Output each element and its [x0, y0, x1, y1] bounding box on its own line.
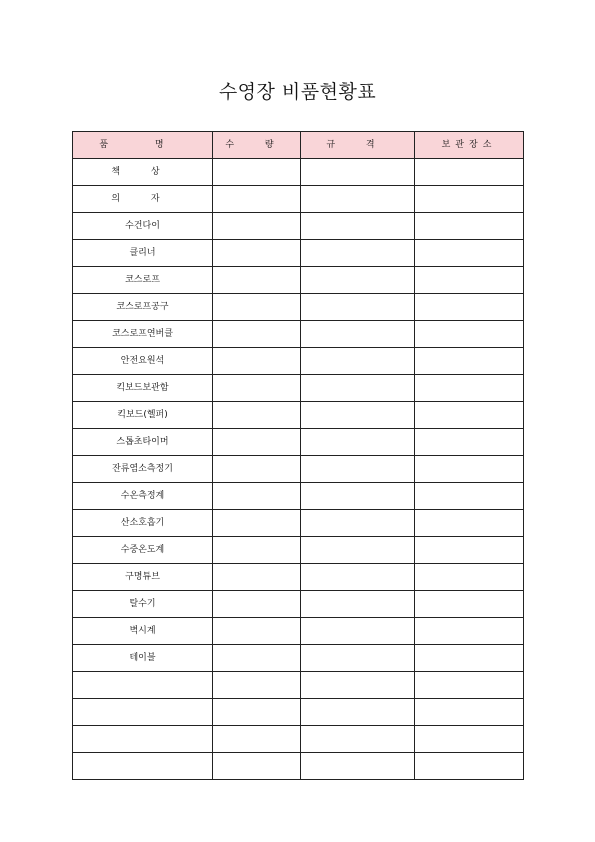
specification-cell — [301, 213, 415, 240]
table-row — [73, 294, 524, 321]
quantity-cell — [213, 699, 301, 726]
table-row — [73, 537, 524, 564]
header-item-name: 품 명 — [73, 132, 213, 159]
item-name-cell: 킥보드(헬퍼) — [73, 402, 213, 429]
storage-location-cell — [415, 294, 524, 321]
quantity-cell — [213, 591, 301, 618]
quantity-cell — [213, 537, 301, 564]
storage-location-cell — [415, 483, 524, 510]
quantity-cell — [213, 456, 301, 483]
item-name-cell — [73, 699, 213, 726]
specification-cell — [301, 672, 415, 699]
table-row — [73, 186, 524, 213]
table-row — [73, 348, 524, 375]
quantity-cell — [213, 645, 301, 672]
storage-location-cell — [415, 510, 524, 537]
specification-cell — [301, 726, 415, 753]
storage-location-cell — [415, 348, 524, 375]
header-quantity: 수 량 — [213, 132, 301, 159]
specification-cell — [301, 402, 415, 429]
table-row — [73, 267, 524, 294]
storage-location-cell — [415, 456, 524, 483]
specification-cell — [301, 564, 415, 591]
table-row — [73, 645, 524, 672]
quantity-cell — [213, 321, 301, 348]
quantity-cell — [213, 294, 301, 321]
storage-location-cell — [415, 753, 524, 780]
item-name-cell: 코스로프연버클 — [73, 321, 213, 348]
item-name-cell: 킥보드보관함 — [73, 375, 213, 402]
header-specification: 규 격 — [301, 132, 415, 159]
item-name-cell: 코스로프 — [73, 267, 213, 294]
quantity-cell — [213, 753, 301, 780]
specification-cell — [301, 348, 415, 375]
item-name-cell — [73, 672, 213, 699]
quantity-cell — [213, 564, 301, 591]
table-row — [73, 699, 524, 726]
storage-location-cell — [415, 699, 524, 726]
item-name-cell: 잔류염소측정기 — [73, 456, 213, 483]
table-row — [73, 429, 524, 456]
item-name-cell: 수온측정계 — [73, 483, 213, 510]
specification-cell — [301, 699, 415, 726]
quantity-cell — [213, 402, 301, 429]
specification-cell — [301, 429, 415, 456]
table-row — [73, 726, 524, 753]
quantity-cell — [213, 348, 301, 375]
quantity-cell — [213, 375, 301, 402]
quantity-cell — [213, 618, 301, 645]
table-header-row — [73, 132, 524, 159]
table-row — [73, 672, 524, 699]
quantity-cell — [213, 429, 301, 456]
item-name-cell: 구명튜브 — [73, 564, 213, 591]
storage-location-cell — [415, 267, 524, 294]
table-row — [73, 618, 524, 645]
specification-cell — [301, 375, 415, 402]
table-row — [73, 159, 524, 186]
item-name-cell: 수중온도계 — [73, 537, 213, 564]
item-name-cell — [73, 726, 213, 753]
quantity-cell — [213, 672, 301, 699]
table-row — [73, 240, 524, 267]
specification-cell — [301, 537, 415, 564]
item-name-cell: 수건다이 — [73, 213, 213, 240]
quantity-cell — [213, 159, 301, 186]
header-storage-location: 보관장소 — [415, 132, 524, 159]
storage-location-cell — [415, 402, 524, 429]
storage-location-cell — [415, 321, 524, 348]
item-name-cell: 벽시계 — [73, 618, 213, 645]
quantity-cell — [213, 483, 301, 510]
specification-cell — [301, 483, 415, 510]
item-name-cell: 안전요원석 — [73, 348, 213, 375]
quantity-cell — [213, 726, 301, 753]
specification-cell — [301, 294, 415, 321]
item-name-cell: 클리너 — [73, 240, 213, 267]
item-name-cell: 의 자 — [73, 186, 213, 213]
storage-location-cell — [415, 159, 524, 186]
specification-cell — [301, 456, 415, 483]
item-name-cell: 코스로프공구 — [73, 294, 213, 321]
quantity-cell — [213, 240, 301, 267]
storage-location-cell — [415, 186, 524, 213]
table-row — [73, 456, 524, 483]
item-name-cell: 책 상 — [73, 159, 213, 186]
table-row — [73, 510, 524, 537]
quantity-cell — [213, 213, 301, 240]
specification-cell — [301, 645, 415, 672]
quantity-cell — [213, 510, 301, 537]
storage-location-cell — [415, 618, 524, 645]
storage-location-cell — [415, 213, 524, 240]
specification-cell — [301, 510, 415, 537]
specification-cell — [301, 186, 415, 213]
storage-location-cell — [415, 672, 524, 699]
storage-location-cell — [415, 537, 524, 564]
quantity-cell — [213, 267, 301, 294]
specification-cell — [301, 591, 415, 618]
item-name-cell: 산소호흡기 — [73, 510, 213, 537]
equipment-inventory-table — [72, 131, 524, 780]
item-name-cell: 스톱초타이머 — [73, 429, 213, 456]
storage-location-cell — [415, 375, 524, 402]
table-row — [73, 213, 524, 240]
table-row — [73, 564, 524, 591]
specification-cell — [301, 159, 415, 186]
table-row — [73, 375, 524, 402]
storage-location-cell — [415, 591, 524, 618]
table-row — [73, 402, 524, 429]
specification-cell — [301, 321, 415, 348]
table-row — [73, 483, 524, 510]
document-title: 수영장 비품현황표 — [218, 81, 377, 103]
storage-location-cell — [415, 429, 524, 456]
specification-cell — [301, 618, 415, 645]
storage-location-cell — [415, 726, 524, 753]
specification-cell — [301, 240, 415, 267]
table-row — [73, 321, 524, 348]
item-name-cell: 테이블 — [73, 645, 213, 672]
item-name-cell — [73, 753, 213, 780]
table-body — [73, 159, 524, 780]
specification-cell — [301, 753, 415, 780]
table-row — [73, 753, 524, 780]
storage-location-cell — [415, 645, 524, 672]
item-name-cell: 탈수기 — [73, 591, 213, 618]
storage-location-cell — [415, 240, 524, 267]
specification-cell — [301, 267, 415, 294]
quantity-cell — [213, 186, 301, 213]
table-row — [73, 591, 524, 618]
storage-location-cell — [415, 564, 524, 591]
